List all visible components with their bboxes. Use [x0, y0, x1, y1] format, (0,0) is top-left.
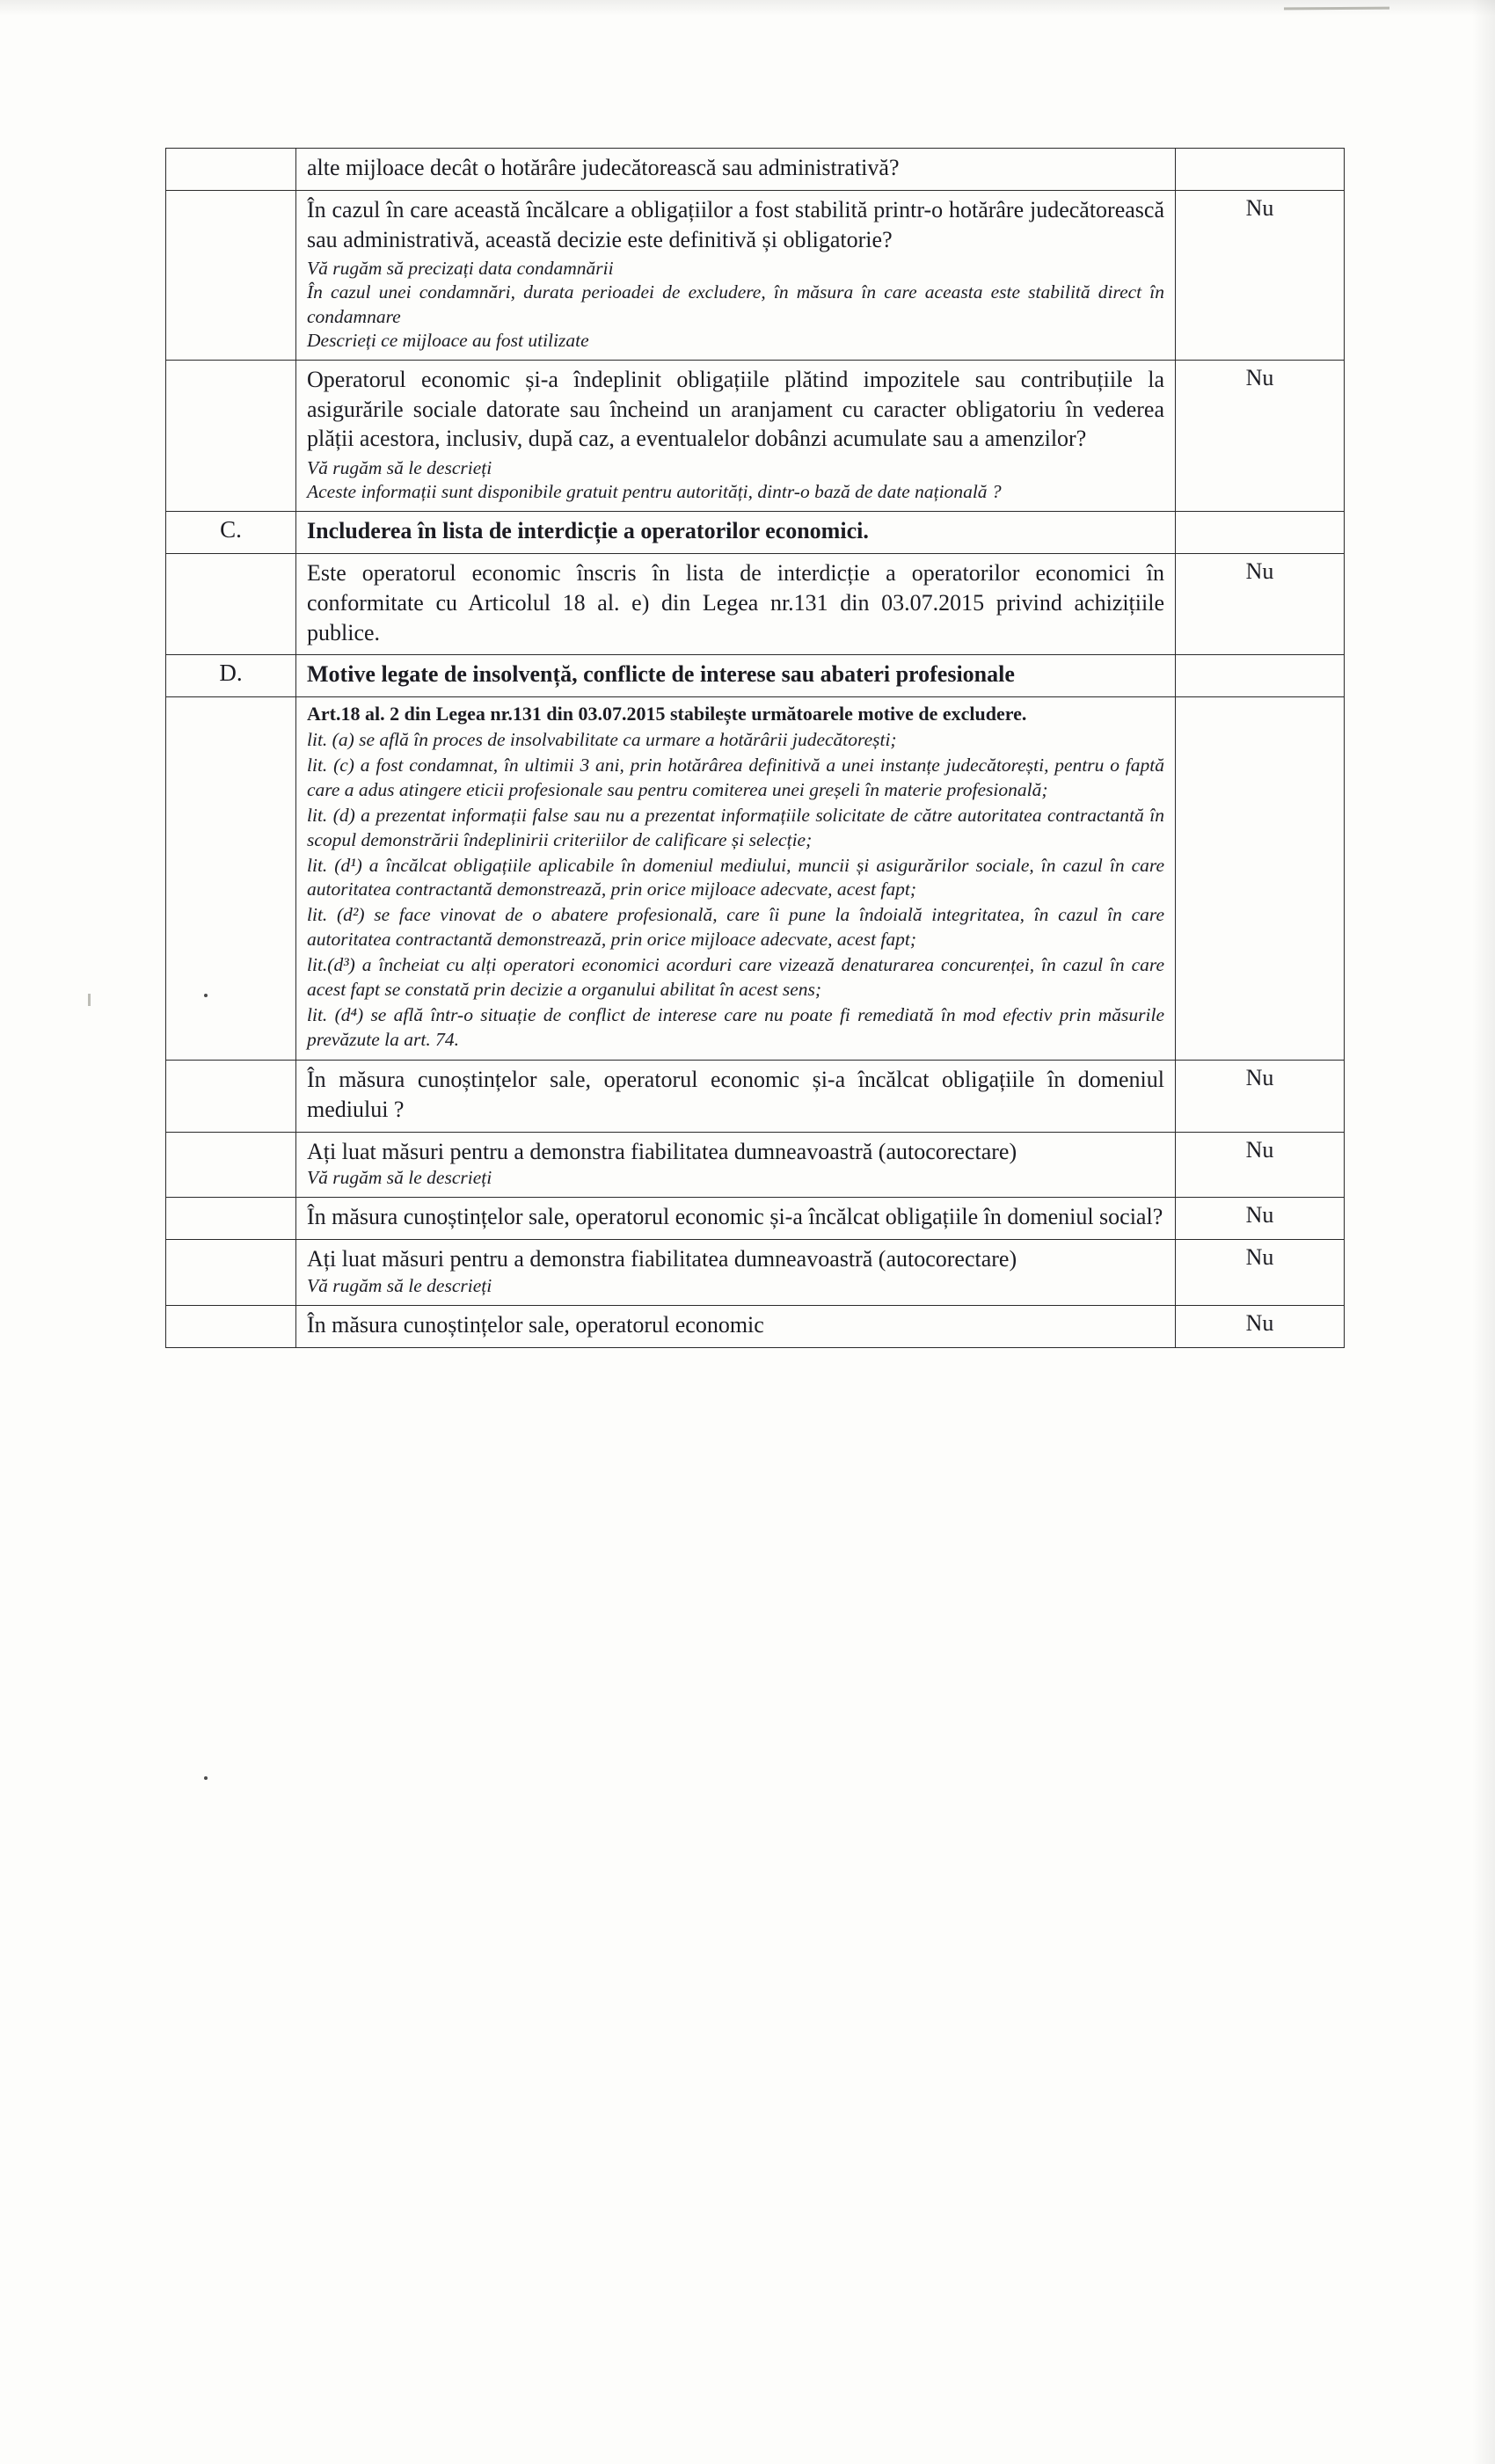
row-answer[interactable]: Nu — [1176, 554, 1345, 655]
question-text: Ați luat măsuri pentru a demonstra fiabilitatea dumneavoastră (autocorectare) — [307, 1138, 1017, 1164]
question-text: Operatorul economic și-a îndeplinit obligațiile plătind impozitele sau contribuțiile la asigurările sociale datorate sau încheind un aranjament cu caracter obligatoriu în vederea plății acestora, inclusiv, după caz, a eventualelor dobânzi acumulate sau a amenzilor? — [307, 366, 1164, 452]
table-row — [166, 149, 1345, 191]
row-code — [166, 1061, 296, 1133]
legal-item: lit. (d⁴) se află într-o situație de conflict de interese care nu poate fi remediată în mod efectiv prin măsurile prevăzute la art. 74. — [307, 1004, 1164, 1051]
row-body — [296, 1306, 1176, 1348]
row-body — [296, 190, 1176, 360]
questionnaire-table — [165, 148, 1345, 1348]
scan-shadow-top — [0, 0, 1495, 16]
table-row — [166, 1306, 1345, 1348]
row-code — [166, 360, 296, 512]
question-hints — [307, 456, 1164, 504]
hint-line: Aceste informații sunt disponibile gratuit pentru autorități, dintr-o bază de date națională ? — [307, 481, 1002, 503]
scan-artifact-mark — [1284, 7, 1389, 11]
hint-line: Vă rugăm să le descrieți — [307, 457, 492, 479]
question-text: În măsura cunoștințelor sale, operatorul economic și-a încălcat obligațiile în domeniul social? — [307, 1204, 1163, 1230]
section-heading-c: Includerea în lista de interdicție a operatorilor economici. — [307, 518, 869, 544]
row-answer — [1176, 655, 1345, 697]
hint-line: Vă rugăm să le descrieți — [307, 1167, 492, 1189]
question-text: alte mijloace decât o hotărâre judecătorească sau administrativă? — [307, 155, 900, 180]
legal-item: lit.(d³) a încheiat cu alți operatori economici acorduri care vizează denaturarea concurenței, în cazul în care acest fapt se constată prin decizie a organului abilitat în acest sens; — [307, 954, 1164, 1001]
table-row — [166, 190, 1345, 360]
section-heading-d: Motive legate de insolvență, conflicte de interese sau abateri profesionale — [307, 661, 1015, 688]
legal-body — [296, 697, 1176, 1061]
row-answer — [1176, 697, 1345, 1061]
row-code — [166, 1240, 296, 1306]
row-code — [166, 697, 296, 1061]
row-body — [296, 1240, 1176, 1306]
hint-line: Descrieți ce mijloace au fost utilizate — [307, 329, 589, 351]
row-answer[interactable]: Nu — [1176, 1132, 1345, 1198]
legal-row — [166, 697, 1345, 1061]
row-code — [166, 554, 296, 655]
legal-item: lit. (d) a prezentat informații false sau nu a prezentat informațiile solicitate de către autoritatea contractantă în scopul demonstrării îndeplinirii criteriilor de calificare și selecție; — [307, 804, 1164, 850]
section-row-d — [166, 655, 1345, 697]
section-row-c — [166, 512, 1345, 554]
row-body — [296, 1061, 1176, 1133]
row-code — [166, 190, 296, 360]
scan-shadow-right — [1472, 0, 1495, 2464]
row-answer[interactable]: Nu — [1176, 1198, 1345, 1240]
row-body — [296, 1198, 1176, 1240]
row-code — [166, 149, 296, 191]
legal-item: lit. (a) se află în proces de insolvabilitate ca urmare a hotărârii judecătorești; — [307, 728, 897, 750]
questionnaire-table-wrapper — [165, 148, 1344, 1348]
section-heading-c-cell — [296, 512, 1176, 554]
row-body — [296, 360, 1176, 512]
row-answer[interactable]: Nu — [1176, 190, 1345, 360]
row-code — [166, 1306, 296, 1348]
legal-item: lit. (d²) se face vinovat de o abatere profesională, care îi pune la îndoială integritatea, în cazul în care autoritatea contractantă demonstrează, prin orice mijloace adecvate, acest fapt; — [307, 904, 1164, 951]
table-row — [166, 1198, 1345, 1240]
table-row — [166, 1132, 1345, 1198]
row-answer[interactable]: Nu — [1176, 1240, 1345, 1306]
table-row — [166, 554, 1345, 655]
question-hints — [307, 257, 1164, 352]
legal-title: Art.18 al. 2 din Legea nr.131 din 03.07.2015 stabilește următoarele motive de excludere. — [307, 703, 1027, 725]
legal-item: lit. (c) a fost condamnat, în ultimii 3 ani, prin hotărârea definitivă a unei instanțe judecătorești, pentru o faptă care a adus atingere eticii profesionale sau pentru comiterea unei greșeli în materie profesională; — [307, 754, 1164, 800]
row-answer — [1176, 512, 1345, 554]
question-text: În măsura cunoștințelor sale, operatorul economic și-a încălcat obligațiile în domeniul mediului ? — [307, 1067, 1164, 1122]
table-row — [166, 1061, 1345, 1133]
question-text: Este operatorul economic înscris în lista de interdicție a operatorilor economici în conformitate cu Articolul 18 al. e) din Legea nr.131 din 03.07.2015 privind achizițiile publice. — [307, 560, 1164, 645]
hint-line: Vă rugăm să precizați data condamnării — [307, 258, 614, 280]
question-text: În măsura cunoștințelor sale, operatorul economic — [307, 1312, 764, 1338]
section-code-c: C. — [166, 512, 296, 554]
row-answer[interactable]: Nu — [1176, 1061, 1345, 1133]
question-text: Ați luat măsuri pentru a demonstra fiabilitatea dumneavoastră (autocorectare) — [307, 1246, 1017, 1272]
question-text: În cazul în care această încălcare a obligațiilor a fost stabilită printr-o hotărâre judecătorească sau administrativă, această decizie este definitivă și obligatorie? — [307, 196, 1164, 252]
row-code — [166, 1198, 296, 1240]
row-answer[interactable]: Nu — [1176, 1306, 1345, 1348]
row-body — [296, 554, 1176, 655]
row-answer[interactable] — [1176, 149, 1345, 191]
row-code — [166, 1132, 296, 1198]
section-heading-d-cell — [296, 655, 1176, 697]
hint-line: În cazul unei condamnări, durata perioadei de excludere, în măsura în care aceasta este stabilită direct în condamnare — [307, 281, 1164, 327]
scan-speck — [88, 994, 91, 1006]
section-code-d: D. — [166, 655, 296, 697]
row-body — [296, 1132, 1176, 1198]
hint-line: Vă rugăm să le descrieți — [307, 1275, 492, 1297]
legal-item: lit. (d¹) a încălcat obligațiile aplicabile în domeniul mediului, muncii și asigurărilor sociale, în cazul în care autoritatea contractantă demonstrează, prin orice mijloace adecvate, acest fapt; — [307, 854, 1164, 900]
scan-speck — [204, 1776, 208, 1780]
table-row — [166, 1240, 1345, 1306]
table-row — [166, 360, 1345, 512]
row-answer[interactable]: Nu — [1176, 360, 1345, 512]
row-body — [296, 149, 1176, 191]
